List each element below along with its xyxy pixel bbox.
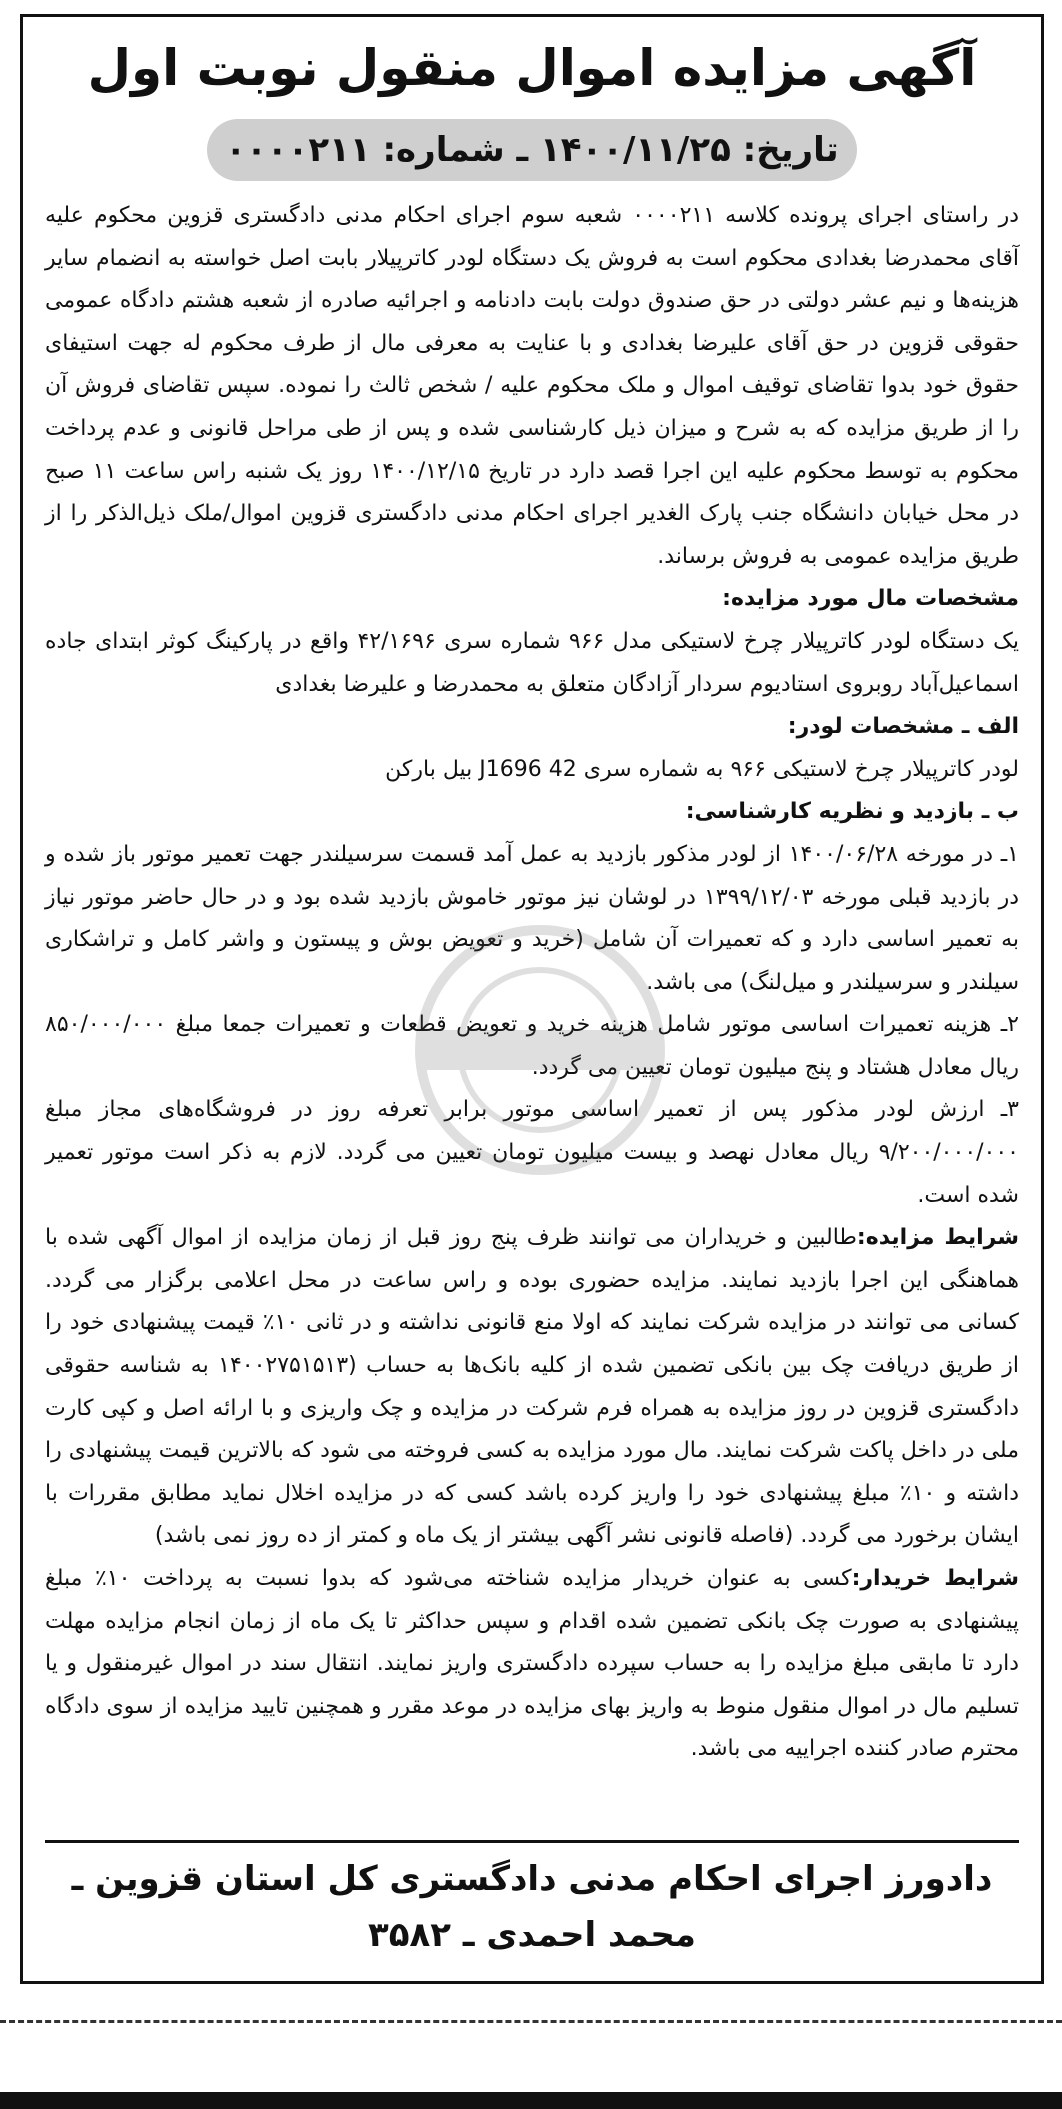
cut-dashed-line	[0, 2020, 1062, 2023]
date-number-line: تاریخ: ۱۴۰۰/۱۱/۲۵ ـ شماره: ۰۰۰۰۲۱۱	[207, 119, 857, 181]
intro-paragraph: در راستای اجرای پرونده کلاسه ۰۰۰۰۲۱۱ شعبه سوم اجرای احکام مدنی دادگستری قزوین محکوم علیه آقای محمدرضا بغدادی محکوم است به فروش یک دستگاه لودر کاترپیلار بابت اصل خواسته به انضمام سایر هزینه‌ها و نیم عشر دولتی در حق صندوق دولت بابت دادنامه و اجرائیه صادره از شعبه هشتم دادگاه عمومی حقوقی قزوین در حق آقای علیرضا بغدادی و با عنایت به معرفی مال از طرف محکوم له جهت استیفای حقوق خود بدوا تقاضای توقیف اموال و ملک محکوم علیه / شخص ثالث را نموده. سپس تقاضای فروش آن را از طریق مزایده که به شرح و میزان ذیل کارشناسی شده و پس از طی مراحل قانونی و عدم پرداخت محکوم به توسط محکوم علیه این اجرا قصد دارد در تاریخ ۱۴۰۰/۱۲/۱۵ روز یک شنبه راس ساعت ۱۱ صبح در محل خیابان دانشگاه جنب پارک الغدیر اجرای احکام مدنی دادگستری قزوین اموال/ملک ذیل‌الذکر را از طریق مزایده عمومی به فروش برساند.	[45, 203, 1019, 569]
notice-body	[45, 195, 1019, 1771]
notice-title: آگهی مزایده اموال منقول نوبت اول	[87, 39, 977, 97]
inspection-item-2: ۲ـ هزینه تعمیرات اساسی موتور شامل هزینه خرید و تعویض قطعات و تعمیرات جمعا مبلغ ۸۵۰/۰۰۰/۰۰۰ ریال معادل هشتاد و پنج میلیون تومان تعیین می گردد.	[45, 1012, 1019, 1080]
loader-heading: الف ـ مشخصات لودر:	[787, 714, 1019, 740]
buyer-paragraph	[45, 1558, 1019, 1771]
signature-line: دادورز اجرای احکام مدنی دادگستری کل استان قزوین ـ محمد احمدی ـ ۳۵۸۲	[45, 1840, 1019, 1963]
buyer-lead: شرایط خریدار:	[851, 1566, 1019, 1591]
item-description: یک دستگاه لودر کاترپیلار چرخ لاستیکی مدل ۹۶۶ شماره سری ۴۲/۱۶۹۶ واقع در پارکینگ کوثر ابتدای جاده اسماعیل‌آباد روبروی استادیوم سردار آزادگان متعلق به محمدرضا و علیرضا بغدادی	[45, 628, 1019, 697]
notice-frame	[20, 14, 1044, 1984]
item-heading: مشخصات مال مورد مزایده:	[722, 586, 1019, 612]
inspection-item-3: ۳ـ ارزش لودر مذکور پس از تعمیر اساسی موتور برابر تعرفه روز در فروشگاه‌های مجاز مبلغ ۹/۲۰۰/۰۰۰/۰۰۰ ریال معادل نهصد و بیست میلیون تومان تعیین می گردد. لازم به ذکر است موتور تعمیر شده است.	[45, 1097, 1019, 1208]
conditions-text: طالبین و خریداران می توانند ظرف پنج روز قبل از زمان مزایده از اموال آگهی شده با هماهنگی این اجرا بازدید نمایند. مزایده حضوری بوده و راس ساعت در محل اعلامی برگزار می گردد. کسانی می توانند در مزایده شرکت نمایند که اولا منع قانونی نداشته و در ثانی ۱۰٪ قیمت پیشنهادی خود را از طریق دریافت چک بین بانکی تضمین شده از کلیه بانک‌ها به حساب (۱۴۰۰۲۷۵۱۵۱۳ به شناسه حقوقی دادگستری قزوین در روز مزایده به همراه فرم شرکت در مزایده و چک واریزی و با ارائه اصل و کپی کارت ملی در داخل پاکت شرکت نمایند. مال مورد مزایده به کسی فروخته می شود که بالاترین قیمت پیشنهادی را داشته و ۱۰٪ مبلغ پیشنهادی خود را واریز کرده باشد کسی که در مزایده اخلال نماید مطابق مقررات با ایشان برخورد می گردد. (فاصله قانونی نشر آگهی بیشتر از یک ماه و کمتر از ده روز نمی باشد)	[45, 1225, 1020, 1549]
buyer-text: کسی به عنوان خریدار مزایده شناخته می‌شود که بدوا نسبت به پرداخت ۱۰٪ مبلغ پیشنهادی به صورت چک بانکی تضمین شده اقدام و سپس حداکثر تا یک ماه از زمان انجام مزایده مهلت دارد تا مابقی مبلغ مزایده را به حساب سپرده دادگستری واریز نمایند. انتقال سند در اموال غیرمنقول و یا تسلیم مال در اموال منقول منوط به واریز بهای مزایده در موعد مقرر و همچنین تایید مزایده از سوی دادگاه محترم صادر کننده اجراییه می باشد.	[45, 1566, 1019, 1762]
conditions-lead: شرایط مزایده:	[856, 1225, 1019, 1251]
conditions-paragraph	[45, 1217, 1019, 1558]
inspection-heading: ب ـ بازدید و نظریه کارشناسی:	[685, 799, 1019, 825]
bottom-black-bar	[0, 2092, 1062, 2109]
loader-description: لودر کاترپیلار چرخ لاستیکی ۹۶۶ به شماره سری J1696 42 بیل بارکن	[385, 756, 1019, 782]
inspection-item-1: ۱ـ در مورخه ۱۴۰۰/۰۶/۲۸ از لودر مذکور بازدید به عمل آمد قسمت سرسیلندر جهت تعمیر موتور باز شده و در بازدید قبلی مورخه ۱۳۹۹/۱۲/۰۳ در لوشان نیز موتور خاموش بازدید شده بود و در حال حاضر موتور نیاز به تعمیر اساسی دارد و که تعمیرات آن شامل (خرید و تعویض بوش و پیستون و واشر کامل و تراشکاری سیلندر و سرسیلندر و میل‌لنگ) می باشد.	[45, 841, 1019, 995]
